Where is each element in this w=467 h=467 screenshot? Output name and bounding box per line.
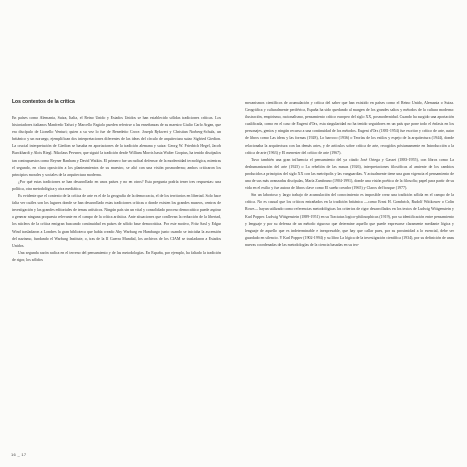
- paragraph: ¿Por qué estas tradiciones se han desarrollado en unos países y no en otros? Esta pregunta podría tener tres respuestas: una política, otra metodológica y otra mediática.: [12, 178, 221, 191]
- paragraph: Sin un laborioso y largo trabajo de acumulación del conocimiento es imposible crear una tradición sólida en el campo de la crítica. No es casual que los críticos entrañados en la tradición británica —como Ernst H. Gombrich, Rudolf Wittkower o Colin Rowe— hayan utilizado como referencias metodológicas los criterios de rigor desarrollados en los textos de Ludwig Wittgenstein y Karl Popper. Ludwig Wittgenstein (1889-1951) en su Tractatus logico-philosophicus (1919), por su identificación entre pensamiento y lenguaje y por su defensa de un método riguroso que determine aquello que puede expresarse claramente mediante lógica y lenguaje de aquello que es indeterminable e inexpresable, que hay que callar pues, por su proximidad a lo esencial, debe ser guardado en silencio. Y Karl Popper (1902-1994) y su libro La lógica de la investigación científica (1934), por su definición de unas nuevas coordenadas de las metodologías de la ciencia basadas en su teo-: [245, 192, 454, 247]
- section-heading: Los contextos de la crítica: [12, 99, 75, 105]
- paragraph: En países como Alemania, Suiza, Italia, el Reino Unido y Estados Unidos se han establecido sólidas tradiciones críticas. Los historiadores italianos Manfredo Tafuri y Marcello Fagiolo pueden referirse a las enseñanzas de su maestro Giulio Carlo Argan, que era discípulo de Lionello Venturi; quien a su vez lo fue de Benedetto Croce. Joseph Rykwert y Christian Norberg-Schulz, un británico y un noruego, ejemplifican dos interpretaciones diferentes de las ideas del círculo de arquitectura suizo Sigfried Giedion. La crucial interpretación de Giedion se basaba en aportaciones de la tradición alemana y suiza: Georg W. Friedrich Hegel, Jacob Burckhardt y Alois Riegl. Nikolaus Pevsner, que siguió la tradición desde William Morris hasta Walter Gropius, ha tenido discípulos tan contrapuestos como Reyner Banham y David Watkin. El primero fue un radical defensor de la modernidad tecnológica, mientras el segundo, en clara oposición a los planteamientos de su maestro, se alió con una visión posmoderna; ambos criticaron los principios morales y sociales de la arquitectura moderna.: [12, 115, 221, 177]
- paragraph: Una segunda razón radica en el terreno del pensamiento y de las metodologías. En España, por ejemplo, ha faltado la tradición de rigor, los sólidos: [12, 249, 221, 262]
- right-column: [245, 99, 454, 248]
- left-column: [12, 99, 221, 263]
- paragraph: Tuvo también una gran influencia el pensamiento del ya citado José Ortega y Gasset (1883-1955), con libros como La deshumanización del arte (1925) o La rebelión de las masas (1926), interpretaciones filosóficas al amiente de los cambios producidos a principios del siglo XX con las metrópolis y las vanguardias. Y actualmente tiene una gran vigencia el pensamiento de una de sus más avanzadas discípulas, María Zambrano (1904-1991), donde una visión poética de la filosofía; papel para partir de su vida en el exilio y fue autora de libros clave como El sueño creador (1965) y Claros del bosque (1977).: [245, 156, 454, 191]
- paragraph: Es evidente que el contexto de la crítica de arte es el de la geografía de la democracia, el de los territorios en libertad. Solo hace falta ver cuáles son los lugares donde se han desarrollado estas tradiciones críticas o donde existen los grandes museos, centros de investigación y las grandes editoriales de temas artísticos. Ningún país sin un vital y consolidado proceso democrático puede aspirar a generar ninguna propuesta relevante en el campo de la crítica artística. Ante situaciones que conllevan la reducción de la libertad, los núcleos de la crítica emigran buscando continuidad en países de sólido base democrática. Por este motivo, Fritz Saxl y Edgar Wind trasladaron a Londres la gran biblioteca que había creado Aby Warburg en Hamburgo junto cuando se iniciaba la ascensión del nazismo, fundando el Warburg Institute, o, tras de la II Guerra Mundial, los archivos de los CIAM se trasladaron a Estados Unidos.: [12, 193, 221, 248]
- paragraph: mecanismos científicos de acumulación y crítica del saber que han existido en países como el Reino Unido, Alemania o Suiza. Geográfica y culturalmente periférica, España ha sido quedando al margen de los grandes saltos y métodos de la cultura moderna: ilustración, empirismo, racionalismo, pensamiento crítico europeo del siglo XX, posmodernidad. Cuando ha surgido una aportación cualificada, como en el caso de Eugeni d'Ors, esta singularidad no ha tenido seguidores en un país que pone todo el énfasis en los personajes, genios y ningún recurso a una continuidad de los métodos. Eugeni d'Ors (1881-1954) fue escritor y crítico de arte, autor de libros como Las ideas y las formas (1928), Lo barroco (1936) o Teorías de los estilos y espejo de la arquitectura (1944), donde relacionaba la arquitectura con las demás artes, y de artículos sobre crítica de arte, recogidos póstumamente en Introducción a la crítica de arte (1963) y El menester del crítico de arte (1967).: [245, 100, 454, 155]
- page-numbers: 16 _ 17: [11, 452, 27, 457]
